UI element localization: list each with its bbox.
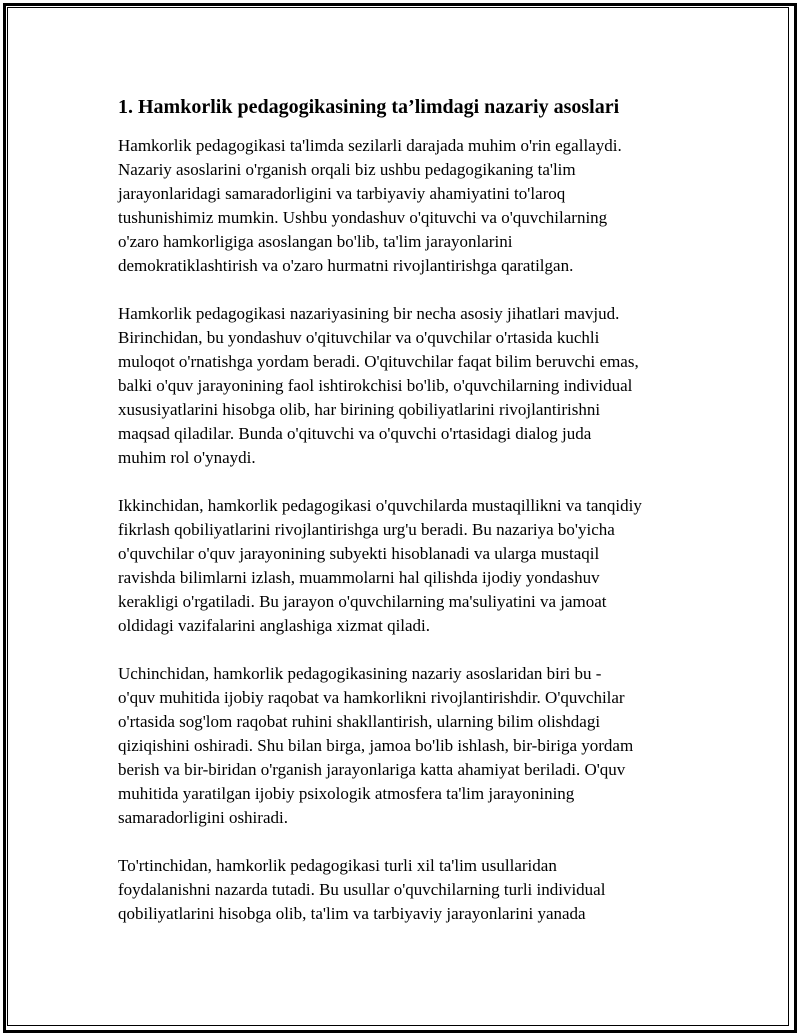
text-line: Ikkinchidan, hamkorlik pedagogikasi o'quvchilarda mustaqillikni va tanqidiy <box>118 496 642 515</box>
text-line: xususiyatlarini hisobga olib, har birining qobiliyatlarini rivojlantirishni <box>118 400 601 419</box>
text-line: tushunishimiz mumkin. Ushbu yondashuv o'qituvchi va o'quvchilarning <box>118 208 608 227</box>
text-line: samaradorligini oshiradi. <box>118 808 288 827</box>
text-line: foydalanishni nazarda tutadi. Bu usullar o'quvchilarning turli individual <box>118 880 606 899</box>
text-line: To'rtinchidan, hamkorlik pedagogikasi turli xil ta'lim usullaridan <box>118 856 557 875</box>
document-page <box>118 94 688 950</box>
paragraph-2 <box>118 302 688 470</box>
paragraph-1 <box>118 134 688 278</box>
text-line: muhitida yaratilgan ijobiy psixologik atmosfera ta'lim jarayonining <box>118 784 575 803</box>
text-line: qiziqishini oshiradi. Shu bilan birga, jamoa bo'lib ishlash, bir-biriga yordam <box>118 736 634 755</box>
text-line: muhim rol o'ynaydi. <box>118 448 256 467</box>
text-line: o'quvchilar o'quv jarayonining subyekti hisoblanadi va ularga mustaqil <box>118 544 600 563</box>
paragraph-3 <box>118 494 688 638</box>
text-line: muloqot o'rnatishga yordam beradi. O'qituvchilar faqat bilim beruvchi emas, <box>118 352 639 371</box>
text-line: demokratiklashtirish va o'zaro hurmatni rivojlantirishga qaratilgan. <box>118 256 574 275</box>
paragraph-5 <box>118 854 688 926</box>
text-line: o'rtasida sog'lom raqobat ruhini shakllantirish, ularning bilim olishdagi <box>118 712 601 731</box>
text-line: o'quv muhitida ijobiy raqobat va hamkorlikni rivojlantirishdir. O'quvchilar <box>118 688 625 707</box>
text-line: Hamkorlik pedagogikasi nazariyasining bir necha asosiy jihatlari mavjud. <box>118 304 620 323</box>
text-line: Hamkorlik pedagogikasi ta'limda sezilarli darajada muhim o'rin egallaydi. <box>118 136 622 155</box>
text-line: kerakligi o'rgatiladi. Bu jarayon o'quvchilarning ma'suliyatini va jamoat <box>118 592 607 611</box>
text-line: fikrlash qobiliyatlarini rivojlantirishga urg'u beradi. Bu nazariya bo'yicha <box>118 520 615 539</box>
text-line: maqsad qiladilar. Bunda o'qituvchi va o'quvchi o'rtasidagi dialog juda <box>118 424 592 443</box>
text-line: qobiliyatlarini hisobga olib, ta'lim va tarbiyaviy jarayonlarini yanada <box>118 904 586 923</box>
text-line: Nazariy asoslarini o'rganish orqali biz ushbu pedagogikaning ta'lim <box>118 160 576 179</box>
text-line: Uchinchidan, hamkorlik pedagogikasining nazariy asoslaridan biri bu - <box>118 664 602 683</box>
paragraph-4 <box>118 662 688 830</box>
text-line: o'zaro hamkorligiga asoslangan bo'lib, ta'lim jarayonlarini <box>118 232 513 251</box>
text-line: Birinchidan, bu yondashuv o'qituvchilar va o'quvchilar o'rtasida kuchli <box>118 328 600 347</box>
text-line: balki o'quv jarayonining faol ishtirokchisi bo'lib, o'quvchilarning individual <box>118 376 633 395</box>
text-line: jarayonlaridagi samaradorligini va tarbiyaviy ahamiyatini to'laroq <box>118 184 566 203</box>
text-line: ravishda bilimlarni izlash, muammolarni hal qilishda ijodiy yondashuv <box>118 568 600 587</box>
text-line: oldidagi vazifalarini anglashiga xizmat qiladi. <box>118 616 431 635</box>
section-heading: 1. Hamkorlik pedagogikasining ta’limdagi nazariy asoslari <box>118 96 620 118</box>
text-line: berish va bir-biridan o'rganish jarayonlariga katta ahamiyat beriladi. O'quv <box>118 760 626 779</box>
